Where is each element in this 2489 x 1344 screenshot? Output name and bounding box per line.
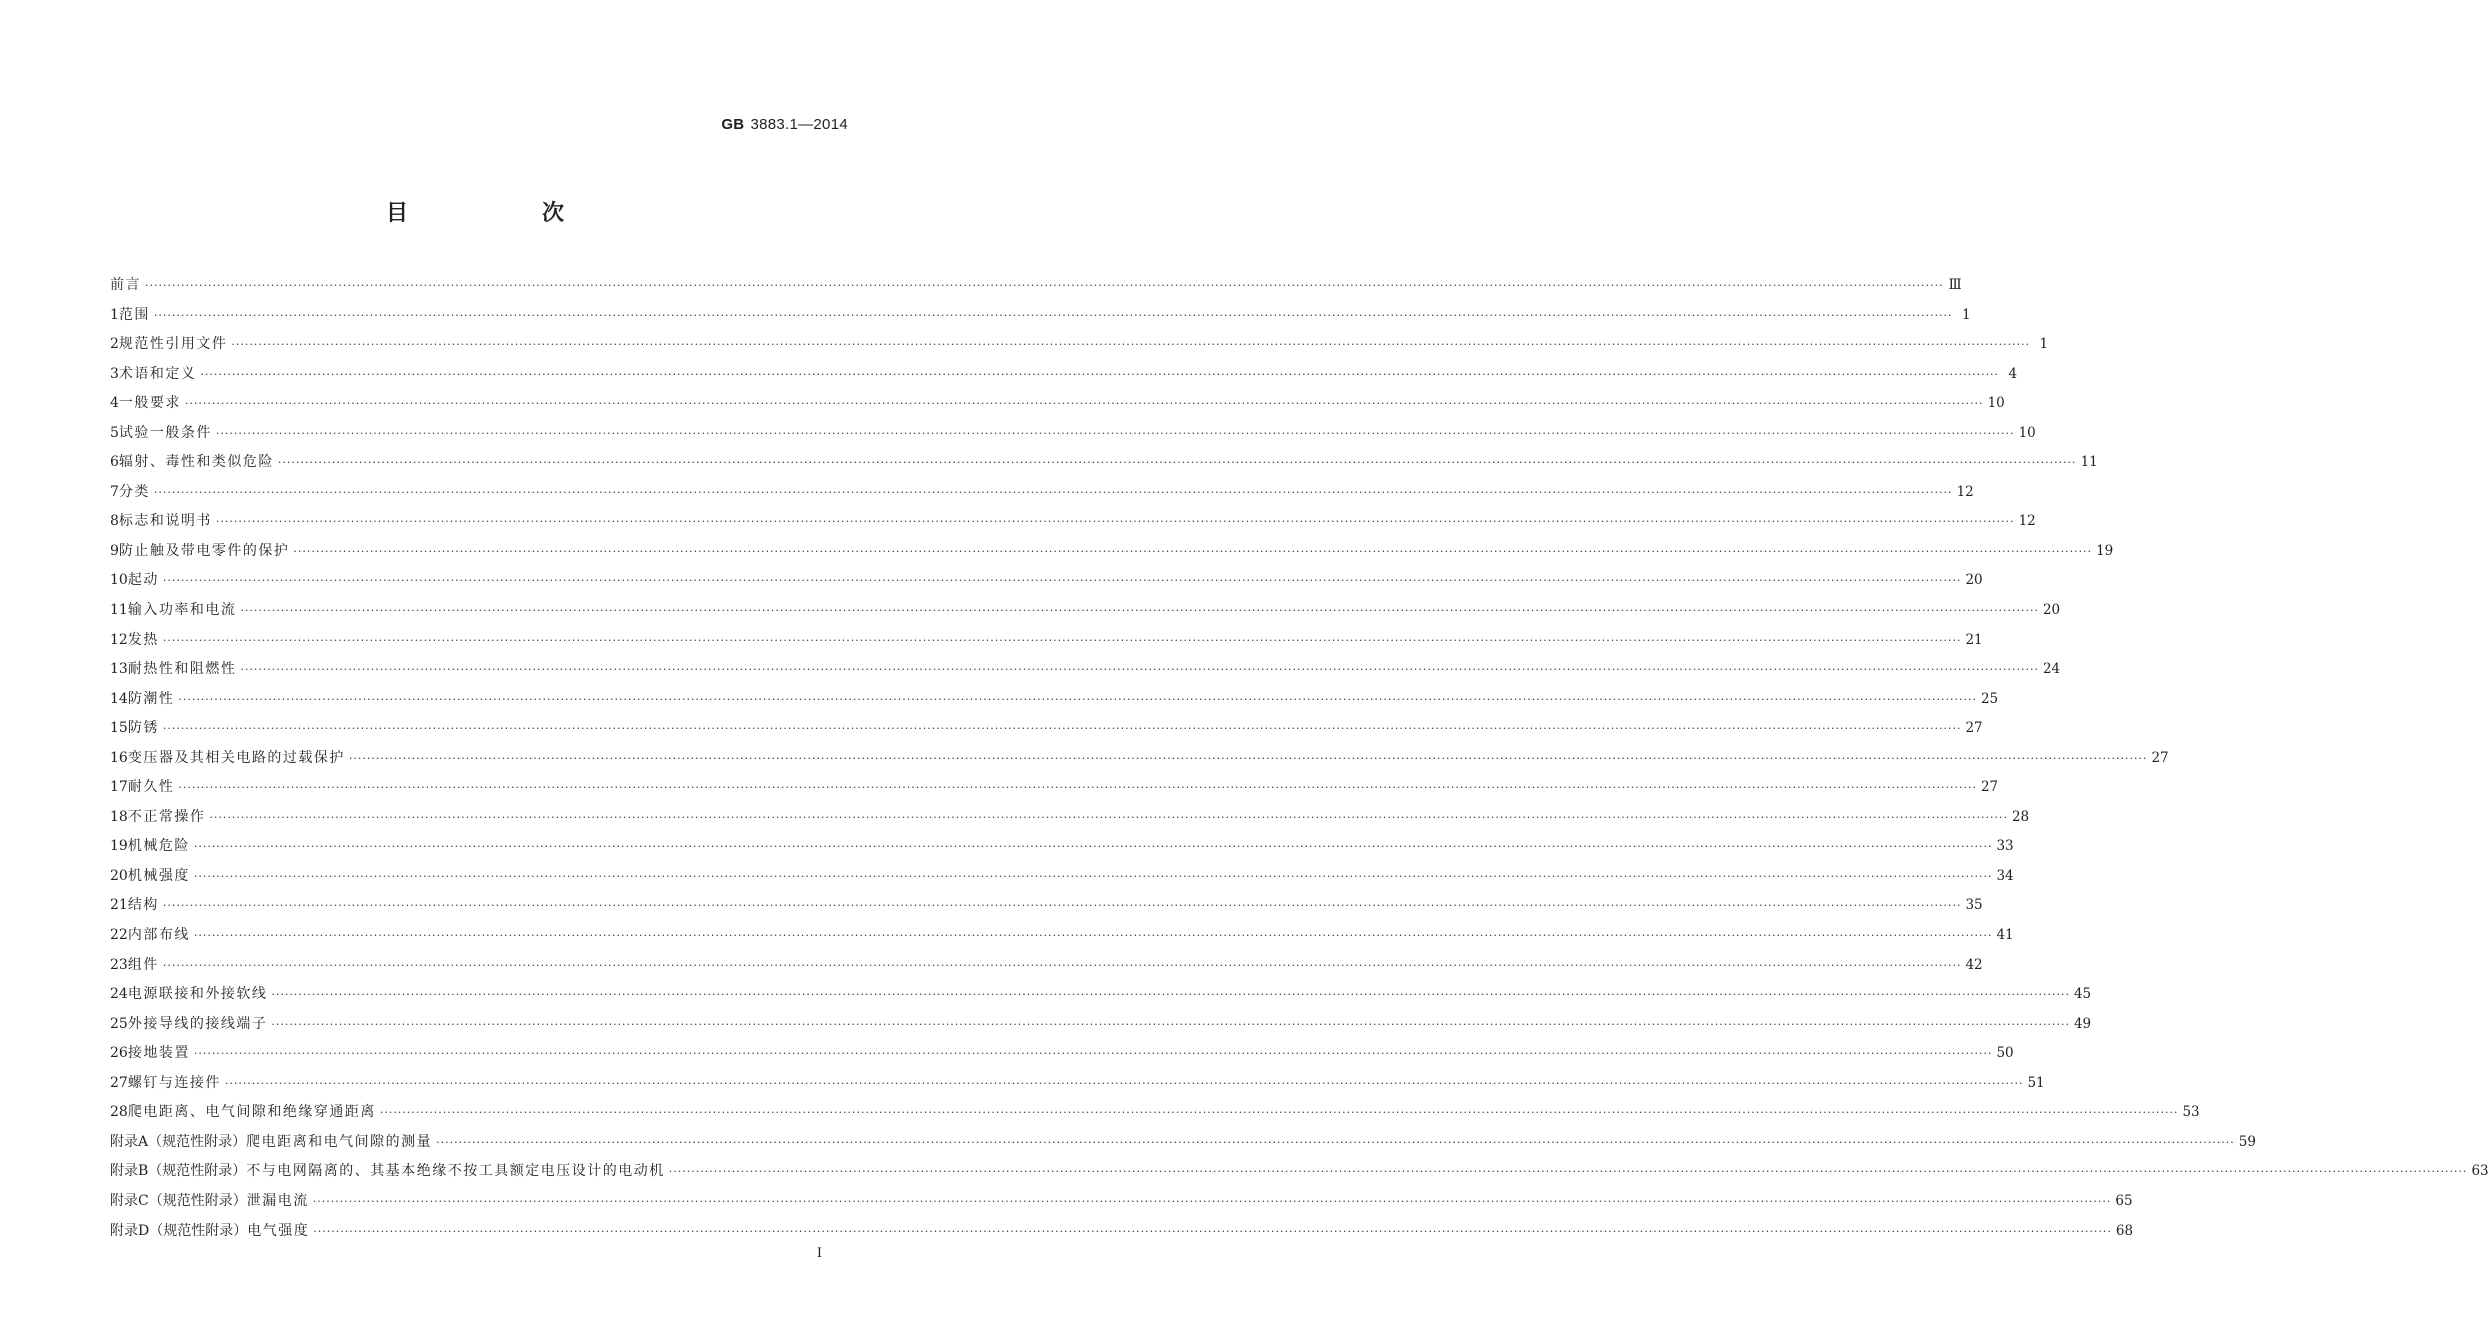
- toc-entry[interactable]: [110, 1220, 2134, 1250]
- toc-entry[interactable]: [110, 422, 2036, 452]
- toc-leader-dots: ················································································································································································································································································································································································································: [240, 663, 2039, 677]
- toc-entry-label: 电气强度: [247, 1222, 310, 1239]
- toc-entry-label: 内部布线: [127, 927, 190, 944]
- toc-entry-label: 接地装置: [127, 1045, 190, 1062]
- toc-entry-number: 7: [110, 483, 119, 500]
- toc-entry-number: 8: [110, 513, 119, 530]
- toc-entry-label: 耐久性: [127, 779, 175, 796]
- toc-entry-page: 20: [2042, 602, 2061, 619]
- toc-entry-number: 18: [110, 808, 128, 825]
- toc-entry-number: 13: [110, 661, 128, 678]
- toc-entry[interactable]: [110, 1013, 2092, 1043]
- toc-leader-dots: ················································································································································································································································································································································································································: [215, 515, 2015, 529]
- toc-entry-number: 20: [110, 867, 128, 884]
- toc-entry[interactable]: [110, 629, 1983, 659]
- toc-leader-dots: ················································································································································································································································································································································································································: [277, 456, 2077, 470]
- toc-entry[interactable]: [110, 717, 1983, 747]
- toc-leader-dots: ················································································································································································································································································································································································································: [436, 1135, 2235, 1149]
- toc-entry-label: 起动: [127, 572, 159, 589]
- toc-entry-page: 27: [2151, 749, 2169, 766]
- toc-annex-tag: 附录C（规范性附录）: [110, 1192, 247, 1209]
- toc-leader-dots: ················································································································································································································································································································································································································: [193, 929, 1993, 943]
- toc-entry-label: 爬电距离、电气间隙和绝缘穿通距离: [127, 1104, 376, 1121]
- toc-entry[interactable]: [110, 392, 2005, 422]
- toc-entry-number: 28: [110, 1104, 128, 1121]
- toc-entry-label: 规范性引用文件: [118, 336, 228, 353]
- toc-annex-tag: 附录B（规范性附录）: [110, 1163, 247, 1180]
- toc-entry-number: 23: [110, 956, 128, 973]
- toc-entry-label: 泄漏电流: [246, 1192, 309, 1209]
- standard-number: 3883.1—2014: [750, 116, 848, 133]
- toc-leader-dots: ················································································································································································································································································································································································································: [668, 1165, 2468, 1179]
- toc-entry-label: 术语和定义: [118, 365, 197, 382]
- toc-leader-dots: ················································································································································································································································································································································································································: [215, 426, 2015, 440]
- toc-entry[interactable]: [110, 1160, 2489, 1190]
- toc-leader-dots: ················································································································································································································································································································································································································: [224, 1076, 2024, 1090]
- toc-annex-tag: 附录D（规范性附录）: [110, 1222, 248, 1239]
- toc-entry-page: 59: [2238, 1133, 2256, 1150]
- toc-entry-page: 28: [2011, 808, 2030, 825]
- toc-entry-label: 外接导线的接线端子: [127, 1015, 268, 1032]
- toc-entry[interactable]: [110, 776, 1999, 806]
- standard-code: [721, 116, 848, 133]
- toc-entry-page: 53: [2182, 1104, 2200, 1121]
- toc-entry-label: 辐射、毒性和类似危险: [118, 454, 274, 471]
- toc-entry-page: 41: [1996, 927, 2014, 944]
- toc-entry-number: 10: [110, 572, 128, 589]
- toc-entry-label: 输入功率和电流: [127, 602, 237, 619]
- toc-entry-number: 27: [110, 1074, 128, 1091]
- toc-entry[interactable]: [110, 835, 2014, 865]
- toc-entry-label: 结构: [127, 897, 159, 914]
- toc-entry[interactable]: [110, 451, 2098, 481]
- toc-leader-dots: ················································································································································································································································································································································································································: [162, 958, 1962, 972]
- toc-entry-page: 68: [2115, 1222, 2134, 1239]
- toc-entry-label: 防锈: [127, 720, 159, 737]
- toc-entry[interactable]: [110, 1101, 2200, 1131]
- toc-entry[interactable]: [110, 1131, 2256, 1161]
- toc-leader-dots: ················································································································································································································································································································································································································: [231, 338, 2031, 352]
- toc-entry-page: 1: [1961, 306, 1971, 323]
- toc-leader-dots: ················································································································································································································································································································································································································: [162, 633, 1962, 647]
- toc-entry-number: 19: [110, 838, 128, 855]
- toc-entry[interactable]: [110, 747, 2169, 777]
- toc-entry-page: 27: [1965, 720, 1983, 737]
- toc-annex-tag: 附录A（规范性附录）: [110, 1133, 247, 1150]
- toc-entry-number: 12: [110, 631, 128, 648]
- toc-entry-label: 耐热性和阻燃性: [127, 661, 237, 678]
- toc-leader-dots: ················································································································································································································································································································································································································: [348, 751, 2148, 765]
- toc-leader-dots: ················································································································································································································································································································································································································: [312, 1194, 2112, 1208]
- toc-title: 目 次: [385, 201, 620, 226]
- toc-entry[interactable]: [110, 569, 1983, 599]
- toc-entry-number: 4: [110, 395, 119, 412]
- toc-leader-dots: ················································································································································································································································································································································································································: [271, 1017, 2070, 1031]
- toc-entry-page: 42: [1965, 956, 1983, 973]
- toc-entry[interactable]: [110, 1190, 2133, 1220]
- toc-entry[interactable]: [110, 688, 1999, 718]
- toc-entry[interactable]: [110, 540, 2114, 570]
- toc-entry-label: 标志和说明书: [118, 513, 212, 530]
- toc-entry-number: 21: [110, 897, 128, 914]
- toc-leader-dots: ················································································································································································································································································································································································································: [178, 781, 1977, 795]
- toc-entry[interactable]: [110, 363, 2018, 393]
- toc-entry[interactable]: [110, 599, 2061, 629]
- toc-entry-label: 分类: [118, 483, 150, 500]
- toc-entry[interactable]: [110, 274, 1962, 304]
- toc-entry-page: 49: [2073, 1015, 2092, 1032]
- toc-leader-dots: ················································································································································································································································································································································································································: [145, 279, 1944, 292]
- page-number: I: [816, 1246, 822, 1261]
- toc-entry-page: 50: [1996, 1045, 2014, 1062]
- toc-entry-number: 24: [110, 986, 128, 1003]
- toc-leader-dots: ················································································································································································································································································································································································································: [209, 810, 2008, 824]
- toc-entry-number: 2: [110, 336, 119, 353]
- toc-leader-dots: ················································································································································································································································································································································································································: [162, 722, 1962, 736]
- toc-entry[interactable]: [110, 806, 2030, 836]
- toc-entry-page: 65: [2115, 1192, 2133, 1209]
- toc-entry[interactable]: [110, 865, 2014, 895]
- toc-entry-page: Ⅲ: [1948, 277, 1962, 293]
- toc-entry-label: 机械强度: [127, 867, 190, 884]
- toc-entry-number: 5: [110, 424, 119, 441]
- toc-entry[interactable]: [110, 894, 1983, 924]
- toc-leader-dots: ················································································································································································································································································································································································································: [193, 1047, 1993, 1061]
- toc-entry-page: 27: [1980, 779, 1999, 796]
- toc-entry-page: 21: [1965, 631, 1983, 648]
- toc-entry-label: 不正常操作: [127, 808, 206, 825]
- toc-leader-dots: ················································································································································································································································································································································································································: [193, 869, 1993, 883]
- toc-leader-dots: ················································································································································································································································································································································································································: [271, 988, 2070, 1002]
- toc-entry[interactable]: [110, 333, 2049, 363]
- toc-entry-page: 33: [1996, 838, 2014, 855]
- toc-entry[interactable]: [110, 304, 1971, 334]
- toc-entry-page: 25: [1980, 690, 1999, 707]
- toc-entry-label: 范围: [118, 306, 150, 323]
- toc-entry-page: 34: [1996, 867, 2014, 884]
- toc-leader-dots: ················································································································································································································································································································································································································: [153, 308, 1953, 322]
- toc-entry[interactable]: [110, 481, 1974, 511]
- toc-entry-page: 4: [2008, 365, 2018, 382]
- toc-leader-dots: ················································································································································································································································································································································································································: [162, 574, 1962, 588]
- toc-entry-number: 1: [110, 306, 119, 323]
- toc-entry-label: 不与电网隔离的、其基本绝缘不按工具额定电压设计的电动机: [246, 1163, 665, 1180]
- toc-entry[interactable]: [110, 924, 2014, 954]
- toc-entry-page: 10: [2018, 424, 2036, 441]
- toc-entry-label: 试验一般条件: [118, 424, 212, 441]
- toc-entry[interactable]: [110, 510, 2036, 540]
- toc-leader-dots: ················································································································································································································································································································································································································: [293, 544, 2093, 558]
- toc-entry-label: 爬电距离和电气间隙的测量: [246, 1133, 433, 1150]
- toc-entry-number: 15: [110, 720, 128, 737]
- toc-entry-number: 17: [110, 779, 128, 796]
- toc-entry-number: 9: [110, 542, 119, 559]
- toc-entry-page: 11: [2080, 454, 2098, 471]
- toc-entry-page: 51: [2027, 1074, 2045, 1091]
- toc-entry-label: 组件: [127, 956, 159, 973]
- toc-leader-dots: ················································································································································································································································································································································································································: [379, 1106, 2179, 1120]
- toc-entry-label: 变压器及其相关电路的过载保护: [127, 749, 345, 766]
- standard-prefix: GB: [721, 116, 745, 133]
- toc-entry[interactable]: [110, 954, 1983, 984]
- toc-entry-number: 11: [110, 602, 128, 619]
- toc-entry-label: 螺钉与连接件: [127, 1074, 221, 1091]
- table-of-contents: [110, 274, 2489, 1249]
- toc-entry-page: 45: [2073, 986, 2092, 1003]
- toc-leader-dots: ················································································································································································································································································································································································································: [162, 899, 1962, 913]
- toc-leader-dots: ················································································································································································································································································································································································································: [184, 397, 1984, 411]
- toc-entry-page: 10: [1987, 395, 2005, 412]
- toc-entry-label: 防止触及带电零件的保护: [118, 542, 290, 559]
- toc-leader-dots: ················································································································································································································································································································································································································: [240, 604, 2039, 618]
- toc-entry-page: 24: [2042, 661, 2061, 678]
- toc-entry-number: 6: [110, 454, 119, 471]
- toc-entry-page: 20: [1965, 572, 1983, 589]
- toc-entry-label: 电源联接和外接软线: [127, 986, 268, 1003]
- toc-entry[interactable]: [110, 658, 2061, 688]
- toc-entry-number: 26: [110, 1045, 128, 1062]
- toc-leader-dots: ················································································································································································································································································································································································································: [153, 485, 1953, 499]
- toc-entry-number: 25: [110, 1015, 128, 1032]
- toc-entry[interactable]: [110, 1072, 2045, 1102]
- toc-entry-number: 22: [110, 927, 128, 944]
- toc-leader-dots: ················································································································································································································································································································································································································: [193, 840, 1993, 854]
- toc-entry-page: 1: [2039, 336, 2049, 353]
- toc-entry-label: 发热: [127, 631, 159, 648]
- toc-entry-number: 3: [110, 365, 119, 382]
- toc-entry-page: 12: [2018, 513, 2036, 530]
- toc-leader-dots: ················································································································································································································································································································································································································: [313, 1224, 2112, 1238]
- toc-entry-label: 一般要求: [118, 395, 181, 412]
- toc-entry-page: 12: [1956, 483, 1974, 500]
- toc-entry-number: 14: [110, 690, 128, 707]
- toc-entry[interactable]: [110, 983, 2092, 1013]
- toc-entry-label: 前言: [110, 277, 141, 293]
- toc-entry-number: 16: [110, 749, 128, 766]
- toc-entry-page: 63: [2471, 1163, 2489, 1180]
- toc-entry[interactable]: [110, 1042, 2014, 1072]
- toc-entry-page: 35: [1965, 897, 1983, 914]
- toc-entry-label: 机械危险: [127, 838, 190, 855]
- toc-leader-dots: ················································································································································································································································································································································································································: [178, 692, 1977, 706]
- toc-entry-page: 19: [2096, 542, 2114, 559]
- toc-entry-label: 防潮性: [127, 690, 175, 707]
- toc-leader-dots: ················································································································································································································································································································································································································: [200, 367, 2000, 381]
